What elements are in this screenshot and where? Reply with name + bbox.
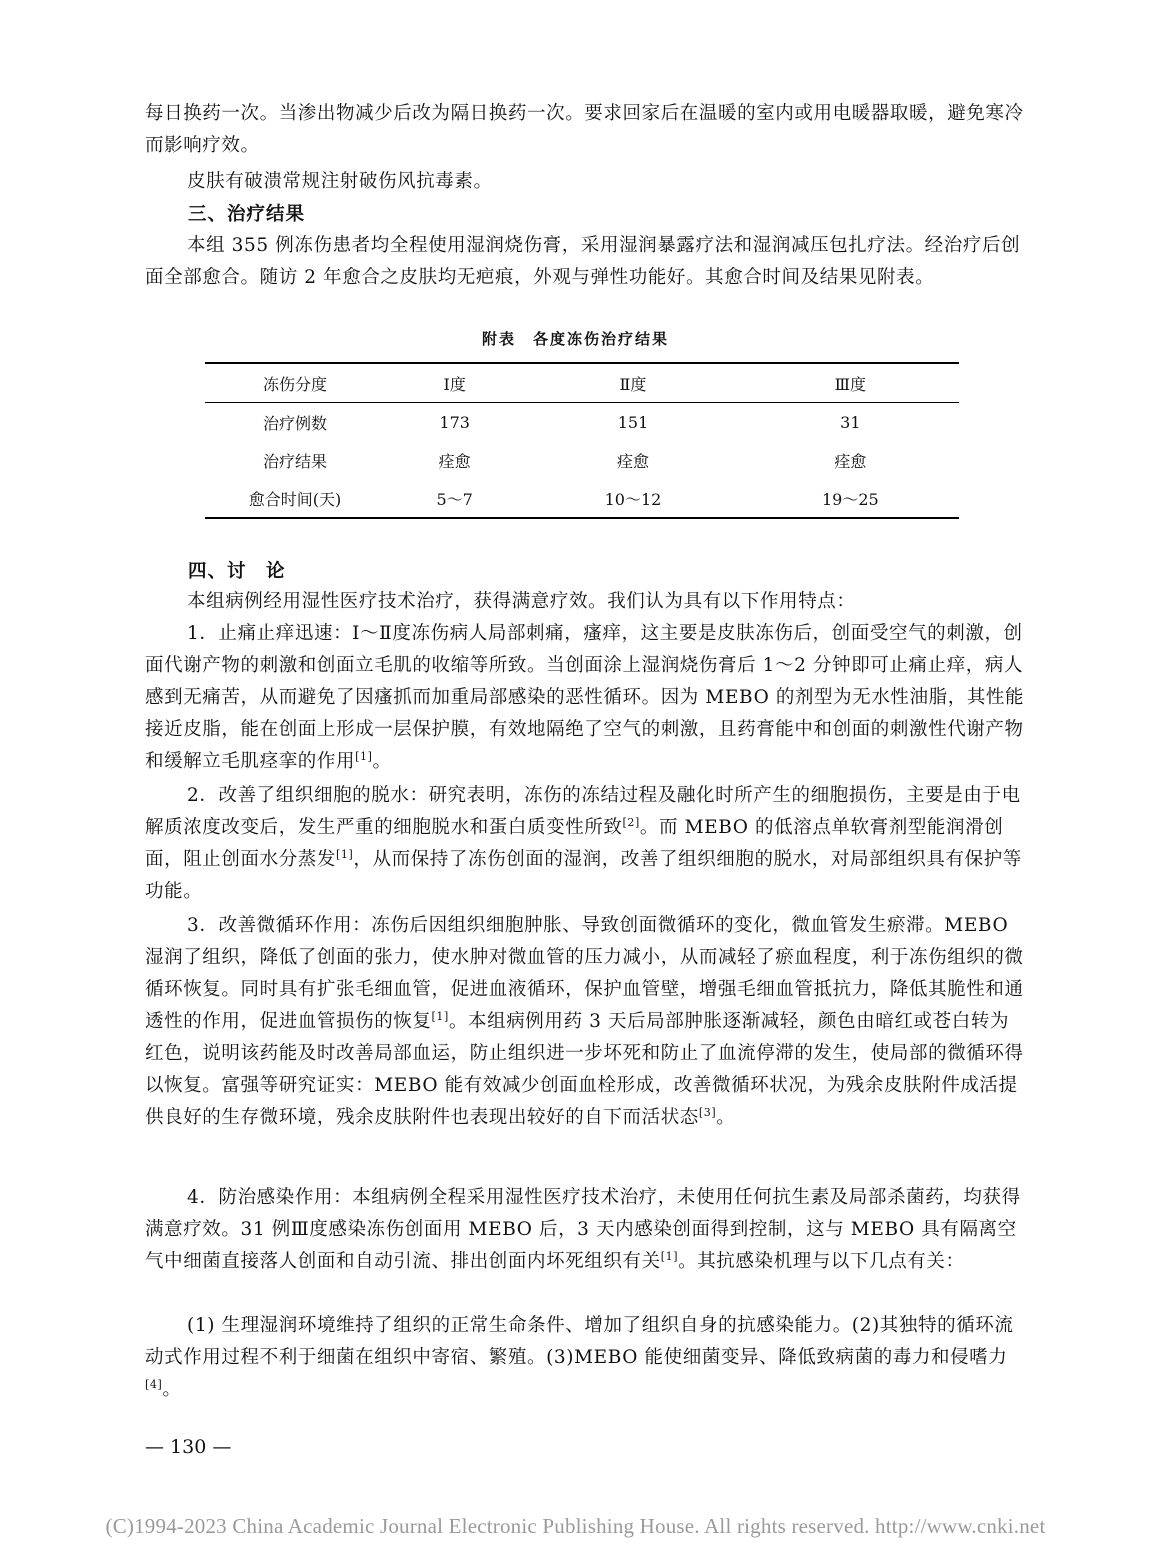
table-row <box>205 403 959 442</box>
paragraph <box>145 1182 1025 1278</box>
section-heading-results: 三、治疗结果 <box>188 204 306 225</box>
section-heading-discussion: 四、讨 论 <box>188 561 286 582</box>
citation-ref: [1] <box>660 1249 679 1263</box>
paragraph-text: ，从而保持了冻伤创面的湿润，改善了组织细胞的脱水，对局部组织具有保护等功能。 <box>145 849 1022 902</box>
paragraph <box>145 910 1025 1134</box>
paragraph-text: 4．防治感染作用：本组病例全程采用湿性医疗技术治疗，未使用任何抗生素及局部杀菌药，均获得满意疗效。31 例Ⅲ度感染冻伤创面用 MEBO 后，3 天内感染创面得到控制，这与 MEBO 具有隔离空气中细菌直接落人创面和自动引流、排出创面内坏死组织有关 <box>145 1187 1021 1272</box>
table-cell: 10～12 <box>524 479 741 518</box>
table-cell: 19～25 <box>742 479 959 518</box>
paragraph-text: 。 <box>372 751 392 772</box>
paragraph-text: 。其抗感染机理与以下几点有关： <box>678 1251 965 1272</box>
page-number: — 130 — <box>145 1436 232 1458</box>
paragraph <box>145 618 1025 778</box>
table-cell: 31 <box>840 412 861 432</box>
paragraph-text: 。 <box>162 1379 182 1400</box>
copyright-footer: (C)1994-2023 China Academic Journal Electronic Publishing House. All rights reserved. http://www.cnki.net <box>105 1514 1046 1538</box>
paragraph <box>145 1310 1025 1406</box>
table-cell: 治疗结果 <box>262 451 327 471</box>
paragraph-text: 2．改善了组织细胞的脱水：研究表明，冻伤的冻结过程及融化时所产生的细胞损伤，主要是由于电解质浓度改变后，发生严重的细胞脱水和蛋白质变性所致 <box>145 785 1021 838</box>
paragraph-text: 1．止痛止痒迅速：Ⅰ～Ⅱ度冻伤病人局部刺痛，瘙痒，这主要是皮肤冻伤后，创面受空气的刺激，创面代谢产物的刺激和创面立毛肌的收缩等所致。当创面涂上湿润烧伤膏后 1～2 分钟即可止痛止痒，病人感到无痛苦，从而避免了因瘙抓而加重局部感染的恶性循环。因为 MEBO 的剂型为无水性油脂，其性能接近皮脂，能在创面上形成一层保护膜，有效地隔绝了空气的刺激，且药膏能中和创面的刺激性代谢产物和缓解立毛肌痉挛的作用 <box>145 623 1025 772</box>
citation-ref: [1] <box>355 749 373 763</box>
table-cell: 治疗例数 <box>262 413 327 433</box>
table-header-cell: 冻伤分度 <box>205 363 385 403</box>
table-header-cell: Ⅲ度 <box>742 363 959 403</box>
table-cell: 痊愈 <box>616 451 649 471</box>
table-cell: 愈合时间(天) <box>205 479 385 518</box>
paragraph: 每日换药一次。当渗出物减少后改为隔日换药一次。要求回家后在温暖的室内或用电暖器取暖，避免寒冷而影响疗效。 <box>145 103 1024 156</box>
table-cell: 痊愈 <box>438 451 471 471</box>
citation-ref: [1] <box>431 1009 449 1023</box>
paragraph: 本组 355 例冻伤患者均全程使用湿润烧伤膏，采用湿润暴露疗法和湿润减压包扎疗法。经治疗后创面全部愈合。随访 2 年愈合之皮肤均无疤痕，外观与弹性功能好。其愈合时间及结果见附表。 <box>145 235 1021 288</box>
results-table <box>205 362 959 519</box>
table-header-cell: Ⅱ度 <box>524 363 741 403</box>
citation-ref: [4] <box>145 1377 163 1391</box>
table-header-cell: Ⅰ度 <box>385 363 524 403</box>
paragraph-text: (1) 生理湿润环境维持了组织的正常生命条件、增加了组织自身的抗感染能力。(2)其独特的循环流动式作用过程不利于细菌在组织中寄宿、繁殖。(3)MEBO 能使细菌变异、降低致病菌的毒力和侵嗜力 <box>145 1315 1014 1368</box>
table-cell: 173 <box>439 412 470 432</box>
table-row <box>205 441 959 479</box>
paragraph <box>145 780 1025 908</box>
paragraph-text: 。 <box>716 1107 736 1128</box>
table-cell: 5～7 <box>385 479 524 518</box>
table-cell: 痊愈 <box>834 451 867 471</box>
citation-ref: [2] <box>622 815 640 829</box>
table-cell: 151 <box>617 412 649 432</box>
paragraph-text: 3．改善微循环作用：冻伤后因组织细胞肿胀、导致创面微循环的变化，微血管发生瘀滞。MEBO 湿润了组织，降低了创面的张力，使水肿对微血管的压力减小，从而减轻了瘀血程度，利于冻伤组织的微循环恢复。同时具有扩张毛细血管，促进血液循环，保护血管壁，增强毛细血管抵抗力，降低其脆性和通透性的作用，促进血管损伤的恢复 <box>145 915 1024 1032</box>
paragraph: 皮肤有破溃常规注射破伤风抗毒素。 <box>187 171 493 192</box>
paragraph: 本组病例经用湿性医疗技术治疗，获得满意疗效。我们认为具有以下作用特点： <box>187 591 856 612</box>
paragraph-text: 。而 MEBO 的低溶点单软膏剂型能润滑创面，阻止创面水分蒸发 <box>145 817 1004 870</box>
table-header-row <box>205 363 959 403</box>
citation-ref: [3] <box>698 1105 717 1119</box>
paragraph-text: 。本组病例用药 3 天后局部肿胀逐渐减轻，颜色由暗红或苍白转为红色，说明该药能及时改善局部血运，防止组织进一步坏死和防止了血流停滞的发生，使局部的微循环得以恢复。富强等研究证实：MEBO 能有效减少创面血栓形成，改善微循环状况，为残余皮肤附件成活提供良好的生存微环境，残余皮肤附件也表现出较好的自下而活状态 <box>145 1011 1024 1128</box>
table-row <box>205 479 959 518</box>
citation-ref: [1] <box>336 847 354 861</box>
table-title: 附表 各度冻伤治疗结果 <box>481 330 669 348</box>
